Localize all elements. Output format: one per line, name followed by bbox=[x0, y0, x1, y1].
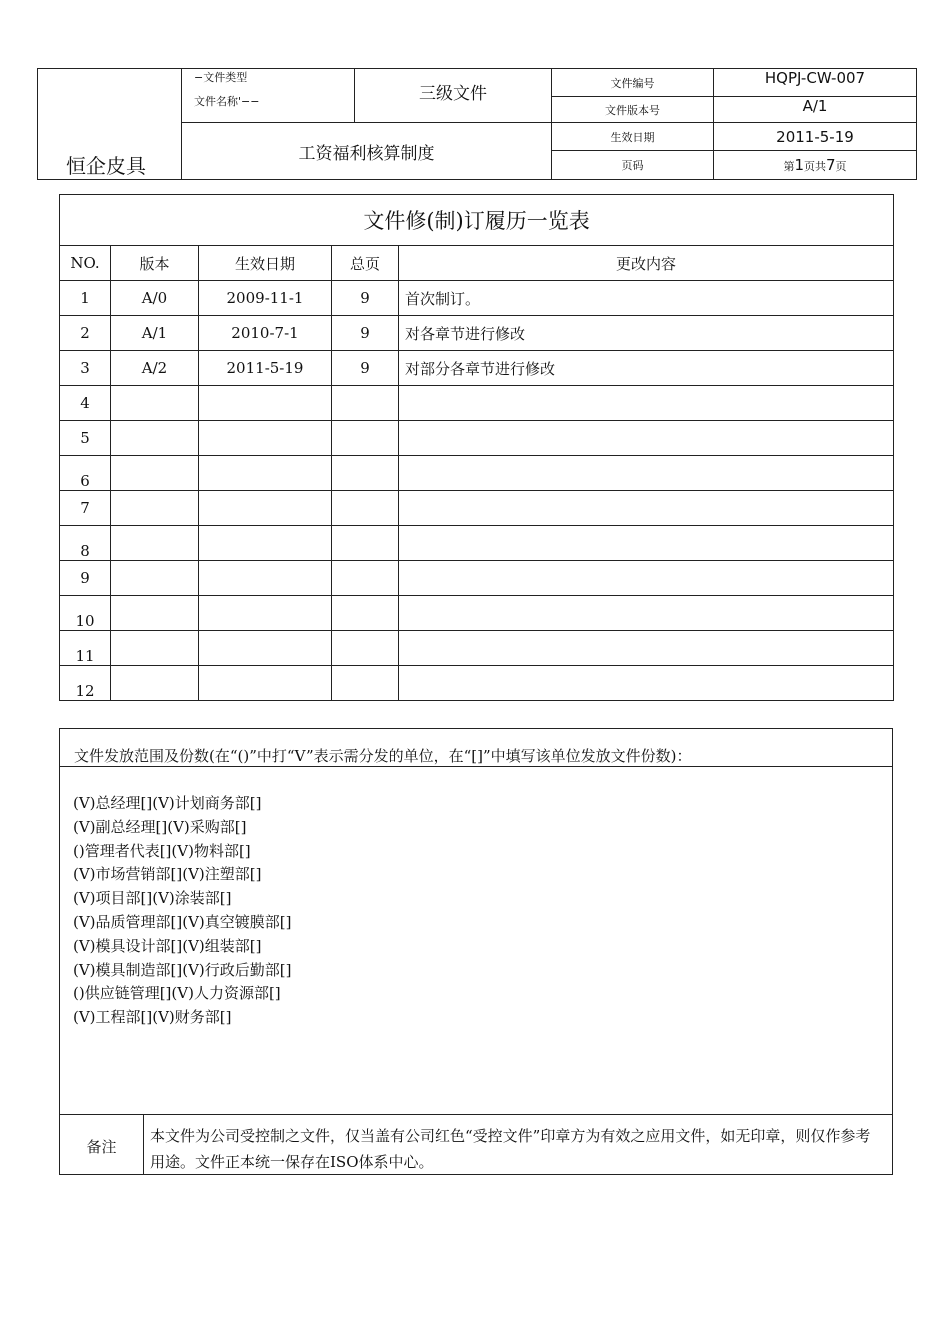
row-version bbox=[111, 456, 199, 491]
col-change-content: 更改内容 bbox=[399, 246, 894, 281]
distribution-heading: 文件发放范围及份数(在“()”中打“V”表示需分发的单位，在“[]”中填写该单位发放文件份数)： bbox=[74, 747, 692, 765]
page-post: 页 bbox=[835, 160, 847, 173]
row-change-content: 首次制订。 bbox=[399, 281, 894, 316]
table-row bbox=[60, 316, 894, 351]
row-effective-date bbox=[199, 596, 332, 631]
note-label: 备注 bbox=[86, 1138, 117, 1156]
table-row bbox=[60, 281, 894, 316]
row-effective-date bbox=[199, 456, 332, 491]
list-item: (V)副总经理[](V)采购部[] bbox=[73, 817, 247, 836]
page-label: 页码 bbox=[552, 151, 714, 180]
row-effective-date bbox=[199, 386, 332, 421]
document-header bbox=[37, 68, 916, 179]
doc-title: 工资福利核算制度 bbox=[182, 123, 552, 180]
page-current: 1 bbox=[794, 156, 804, 174]
table-row bbox=[60, 421, 894, 456]
distribution-box bbox=[59, 728, 893, 1175]
effective-date-value: 2011-5-19 bbox=[714, 123, 917, 151]
table-row bbox=[60, 596, 894, 631]
doc-name-label: 文件名称'−− bbox=[194, 95, 260, 108]
effective-date-label: 生效日期 bbox=[552, 123, 714, 151]
row-version bbox=[111, 526, 199, 561]
row-effective-date bbox=[199, 666, 332, 701]
row-no: 8 bbox=[60, 526, 111, 561]
row-total-pages bbox=[332, 421, 399, 456]
row-no: 9 bbox=[60, 561, 111, 596]
row-effective-date: 2010-7-1 bbox=[199, 316, 332, 351]
row-total-pages bbox=[332, 596, 399, 631]
row-effective-date bbox=[199, 421, 332, 456]
row-change-content: 对各章节进行修改 bbox=[399, 316, 894, 351]
row-change-content bbox=[399, 526, 894, 561]
list-item: (V)总经理[](V)计划商务部[] bbox=[73, 794, 262, 812]
row-change-content bbox=[399, 631, 894, 666]
row-change-content bbox=[399, 386, 894, 421]
table-row bbox=[60, 351, 894, 386]
list-item: (V)市场营销部[](V)注塑部[] bbox=[73, 865, 262, 884]
divider bbox=[60, 766, 892, 767]
row-change-content bbox=[399, 456, 894, 491]
list-item: ()管理者代表[](V)物料部[] bbox=[73, 841, 251, 860]
row-version: A/2 bbox=[111, 351, 199, 386]
row-no: 5 bbox=[60, 421, 111, 456]
row-version: A/1 bbox=[111, 316, 199, 351]
row-total-pages bbox=[332, 386, 399, 421]
row-change-content: 对部分各章节进行修改 bbox=[399, 351, 894, 386]
row-change-content bbox=[399, 666, 894, 701]
divider bbox=[143, 1114, 144, 1174]
row-change-content bbox=[399, 421, 894, 456]
table-row bbox=[60, 456, 894, 491]
list-item: (V)模具制造部[](V)行政后勤部[] bbox=[73, 960, 292, 979]
row-no: 12 bbox=[60, 666, 111, 701]
row-effective-date: 2009-11-1 bbox=[199, 281, 332, 316]
col-total-pages: 总页 bbox=[332, 246, 399, 281]
doc-type-cell bbox=[182, 69, 355, 123]
list-item: (V)模具设计部[](V)组装部[] bbox=[73, 936, 262, 955]
divider bbox=[60, 1114, 892, 1115]
row-version bbox=[111, 421, 199, 456]
row-total-pages: 9 bbox=[332, 351, 399, 386]
row-no: 7 bbox=[60, 491, 111, 526]
page-pre: 第 bbox=[783, 160, 795, 173]
row-no: 1 bbox=[60, 281, 111, 316]
row-total-pages: 9 bbox=[332, 316, 399, 351]
doc-no-label: 文件编号 bbox=[552, 69, 714, 97]
row-effective-date: 2011-5-19 bbox=[199, 351, 332, 386]
version-value: A/1 bbox=[714, 97, 917, 123]
row-no: 4 bbox=[60, 386, 111, 421]
revision-table bbox=[59, 194, 894, 701]
list-item: (V)品质管理部[](V)真空镀膜部[] bbox=[73, 912, 292, 931]
table-row bbox=[60, 526, 894, 561]
list-item: ()供应链管理[](V)人力资源部[] bbox=[73, 984, 281, 1003]
row-version bbox=[111, 386, 199, 421]
list-item: (V)项目部[](V)涂装部[] bbox=[73, 889, 232, 908]
col-effective-date: 生效日期 bbox=[199, 246, 332, 281]
table-row bbox=[60, 631, 894, 666]
row-change-content bbox=[399, 491, 894, 526]
doc-level: 三级文件 bbox=[355, 69, 552, 123]
row-no: 2 bbox=[60, 316, 111, 351]
row-change-content bbox=[399, 596, 894, 631]
header-table bbox=[37, 68, 917, 180]
company-name: 恒企皮具 bbox=[38, 69, 182, 180]
row-no: 10 bbox=[60, 596, 111, 631]
page-total: 7 bbox=[826, 156, 836, 174]
table-row bbox=[60, 561, 894, 596]
row-total-pages bbox=[332, 666, 399, 701]
page-mid: 页共 bbox=[804, 160, 826, 173]
note-text: 本文件为公司受控制之文件，仅当盖有公司红色“受控文件”印章方为有效之应用文件，如无印章，则仅作参考用途。文件正本统一保存在ISO体系中心。 bbox=[150, 1127, 871, 1171]
row-total-pages: 9 bbox=[332, 281, 399, 316]
doc-type-label: −文件类型 bbox=[194, 71, 248, 84]
revision-header-row bbox=[60, 246, 894, 281]
revision-history bbox=[59, 194, 893, 701]
table-row bbox=[60, 491, 894, 526]
row-version bbox=[111, 596, 199, 631]
row-no: 3 bbox=[60, 351, 111, 386]
row-effective-date bbox=[199, 491, 332, 526]
row-change-content bbox=[399, 561, 894, 596]
row-effective-date bbox=[199, 561, 332, 596]
row-version: A/0 bbox=[111, 281, 199, 316]
col-version: 版本 bbox=[111, 246, 199, 281]
row-total-pages bbox=[332, 456, 399, 491]
revision-title: 文件修(制)订履历一览表 bbox=[60, 195, 894, 246]
row-version bbox=[111, 666, 199, 701]
row-no: 6 bbox=[60, 456, 111, 491]
row-effective-date bbox=[199, 526, 332, 561]
row-total-pages bbox=[332, 561, 399, 596]
page-indicator bbox=[714, 151, 917, 180]
row-total-pages bbox=[332, 631, 399, 666]
version-label: 文件版本号 bbox=[552, 97, 714, 123]
table-row bbox=[60, 666, 894, 701]
doc-no-value: HQPJ-CW-007 bbox=[714, 69, 917, 97]
row-effective-date bbox=[199, 631, 332, 666]
list-item: (V)工程部[](V)财务部[] bbox=[73, 1008, 232, 1027]
distribution-list bbox=[73, 792, 291, 1030]
row-version bbox=[111, 561, 199, 596]
col-no: NO. bbox=[60, 246, 111, 281]
row-version bbox=[111, 631, 199, 666]
row-version bbox=[111, 491, 199, 526]
table-row bbox=[60, 386, 894, 421]
row-no: 11 bbox=[60, 631, 111, 666]
row-total-pages bbox=[332, 526, 399, 561]
row-total-pages bbox=[332, 491, 399, 526]
